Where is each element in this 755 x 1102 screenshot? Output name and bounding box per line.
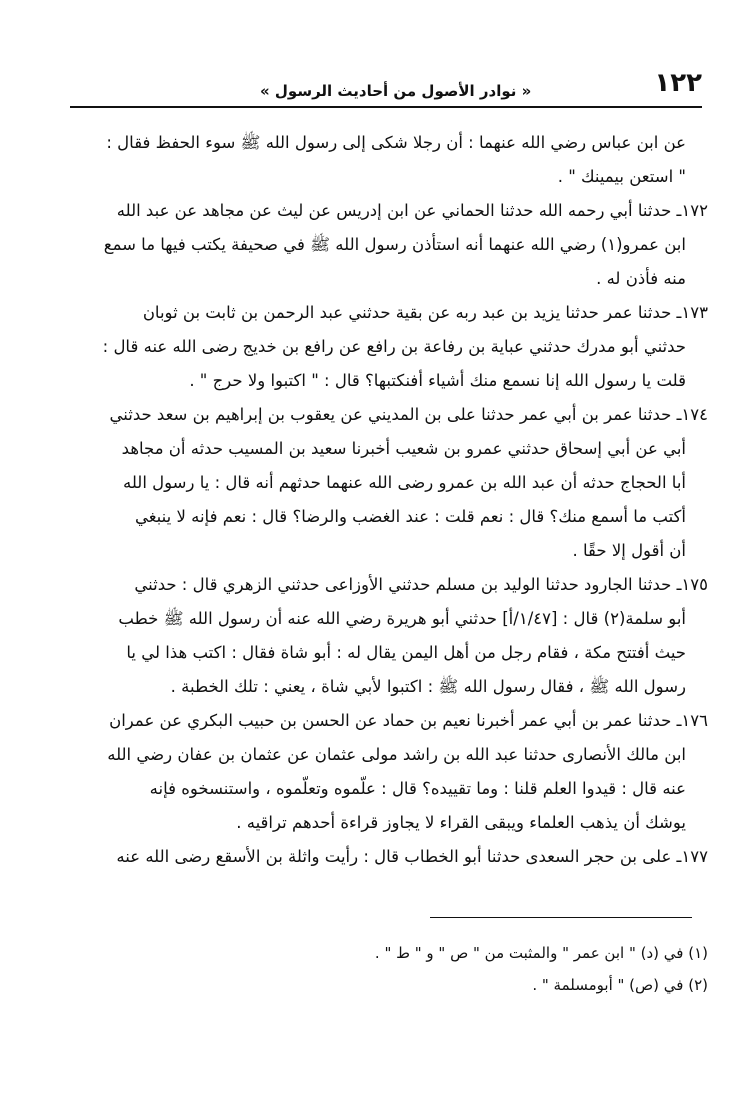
page-header: [70, 68, 702, 108]
text-line: ١٧٢ـ حدثنا أبي رحمه الله حدثنا الحماني عن ابن إدريس عن ليث عن مجاهد عن عبد الله: [116, 201, 708, 220]
footnote: (٢) في (ص) " أبومسلمة " .: [532, 976, 708, 994]
text-line: أبي عن أبي إسحاق حدثني عمرو بن شعيب أخبرنا سعيد بن المسيب حدثه أن مجاهد: [121, 439, 686, 458]
text-line: أكتب ما أسمع منك؟ قال : نعم قلت : عند الغضب والرضا؟ قال : نعم فإنه لا ينبغي: [134, 507, 686, 526]
footnotes: [280, 937, 708, 1001]
text-line: أبو سلمة(٢) قال : [١/٤٧/أ] حدثني أبو هريرة رضي الله عنه أن رسول الله ﷺ خطب: [118, 609, 686, 628]
text-line: عن ابن عباس رضي الله عنهما : أن رجلا شكى إلى رسول الله ﷺ سوء الحفظ فقال :: [106, 133, 686, 152]
text-line: ١٧٥ـ حدثنا الجارود حدثنا الوليد بن مسلم حدثني الأوزاعى حدثني الزهري قال : حدثني: [134, 575, 708, 594]
text-line: رسول الله ﷺ ، فقال رسول الله ﷺ : اكتبوا لأبي شاة ، يعني : تلك الخطبة .: [170, 677, 686, 696]
text-line: ١٧٣ـ حدثنا عمر حدثنا يزيد بن عبد ربه عن بقية حدثني عبد الرحمن بن ثابت بن ثوبان: [142, 303, 708, 322]
text-line: ١٧٧ـ على بن حجر السعدى حدثنا أبو الخطاب قال : رأيت واثلة بن الأسقع رضى الله عنه: [116, 847, 708, 866]
text-line: أبا الحجاج حدثه أن عبد الله بن عمرو رضى الله عنهما حدثهم أنه قال : يا رسول الله: [123, 473, 686, 492]
text-line: عنه قال : قيدوا العلم قلنا : وما تقييده؟ قال : علّموه وتعلّموه ، واستنسخوه فإنه: [149, 779, 686, 798]
footnote: (١) في (د) " ابن عمر " والمثبت من " ص " و " ط " .: [374, 944, 708, 962]
text-line: أن أقول إلا حقًا .: [572, 541, 686, 560]
text-line: ١٧٤ـ حدثنا عمر بن أبي عمر حدثنا على بن المديني عن يعقوب بن إبراهيم بن سعد حدثني: [109, 405, 708, 424]
body-text: [60, 126, 708, 874]
footnote-divider: [430, 917, 692, 918]
running-title: « نوادر الأصول من أحاديث الرسول »: [260, 82, 532, 100]
text-line: يوشك أن يذهب العلماء ويبقى القراء لا يجاوز قراءة أحدهم تراقيه .: [236, 813, 686, 832]
text-line: منه فأذن له .: [596, 269, 686, 288]
text-line: قلت يا رسول الله إنا نسمع منك أشياء أفنكتبها؟ قال : " اكتبوا ولا حرج " .: [189, 371, 686, 390]
page-number: ١٢٢: [654, 68, 702, 98]
text-line: حيث أفتتح مكة ، فقام رجل من أهل اليمن يقال له : أبو شاة فقال : اكتب هذا لي يا: [126, 643, 686, 662]
text-line: ١٧٦ـ حدثنا عمر بن أبي عمر أخبرنا نعيم بن حماد عن الحسن بن حبيب البكري عن عمران: [109, 711, 708, 730]
text-line: ابن عمرو(١) رضي الله عنهما أنه استأذن رسول الله ﷺ في صحيفة يكتب فيها ما سمع: [103, 235, 686, 254]
text-line: حدثني أبو مدرك حدثني عباية بن رفاعة بن رافع عن رافع بن خديج رضى الله عنه قال :: [102, 337, 686, 356]
text-line: ابن مالك الأنصارى حدثنا عبد الله بن راشد مولى عثمان عن عثمان بن عفان رضي الله: [107, 745, 686, 764]
text-line: " استعن بيمينك " .: [557, 167, 686, 186]
